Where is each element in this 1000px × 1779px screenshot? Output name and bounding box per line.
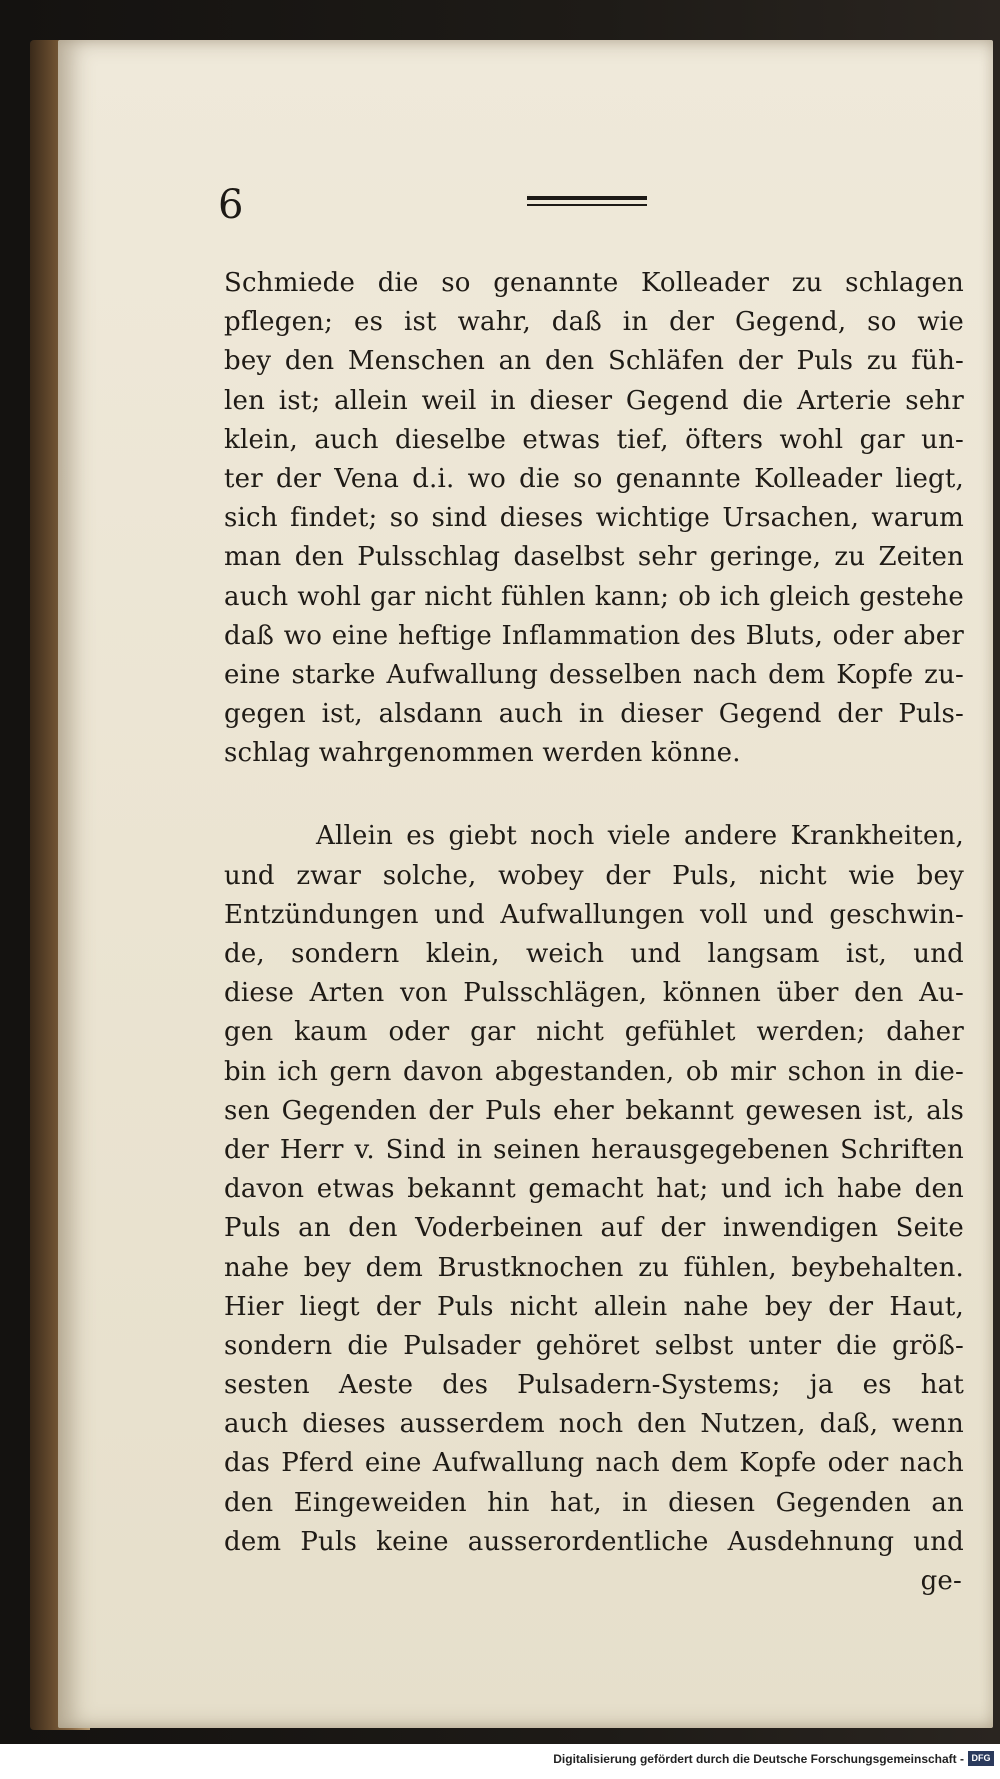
text-line: nahe bey dem Brustknochen zu fühlen, beybehalten. [224,1252,964,1283]
body-text [224,264,964,1601]
dfg-logo-icon: DFG [968,1751,994,1766]
text-line: len ist; allein weil in dieser Gegend die Arterie sehr [224,385,964,416]
header-rule-thin [527,204,647,206]
header-rule-thick [527,196,647,200]
text-line: de, sondern klein, weich und langsam ist, und [224,939,964,969]
text-line: dem Puls keine ausserordentliche Ausdehnung und [224,1526,964,1557]
text-line: und zwar solche, wobey der Puls, nicht wie bey [224,860,964,891]
text-line: diese Arten von Pulsschlägen, können über den Au- [224,978,964,1009]
text-line: sen Gegenden der Puls eher bekannt gewesen ist, als [224,1095,964,1126]
text-line: klein, auch dieselbe etwas tief, öfters wohl gar un- [224,424,964,455]
catchword: ge- [920,1566,962,1596]
text-line: eine starke Aufwallung desselben nach dem Kopfe zu- [224,659,964,690]
paragraph-1 [224,264,964,773]
text-line: der Herr v. Sind in seinen herausgegebenen Schriften [224,1134,964,1165]
text-line: pflegen; es ist wahr, daß in der Gegend, so wie [224,307,964,338]
text-line: Entzündungen und Aufwallungen voll und geschwin- [224,899,964,930]
text-line: ter der Vena d.i. wo die so genannte Kolleader liegt, [224,463,964,494]
text-line: Allein es giebt noch viele andere Krankheiten, [316,821,964,852]
digitization-footer [0,1744,1000,1779]
text-line: daß wo eine heftige Inflammation des Bluts, oder aber [224,620,964,651]
text-line: gen kaum oder gar nicht gefühlet werden; daher [224,1017,964,1048]
paragraph-2 [224,817,964,1562]
text-line: davon etwas bekannt gemacht hat; und ich habe den [224,1174,964,1205]
paragraph-gap [224,773,964,817]
text-line: das Pferd eine Aufwallung nach dem Kopfe oder nach [224,1448,964,1479]
text-line: den Eingeweiden hin hat, in diesen Gegenden an [224,1487,964,1518]
text-line: bin ich gern davon abgestanden, ob mir schon in die- [224,1056,964,1087]
text-line: man den Pulsschlag daselbst sehr geringe, zu Zeiten [224,542,964,573]
text-line: bey den Menschen an den Schläfen der Puls zu füh- [224,346,964,377]
text-line: schlag wahrgenommen werden könne. [224,738,741,769]
text-line: auch dieses ausserdem noch den Nutzen, daß, wenn [224,1409,964,1440]
text-line: sondern die Pulsader gehöret selbst unter die größ- [224,1330,964,1361]
header-rule [527,196,647,210]
page-number: 6 [218,182,244,228]
text-line: sesten Aeste des Pulsadern-Systems; ja es hat [224,1370,964,1401]
text-line: Hier liegt der Puls nicht allein nahe bey der Haut, [224,1291,964,1322]
text-line: Schmiede die so genannte Kolleader zu schlagen [224,268,964,298]
text-line: gegen ist, alsdann auch in dieser Gegend der Puls- [224,699,964,730]
text-line: auch wohl gar nicht fühlen kann; ob ich gleich gestehe [224,581,964,612]
text-line: Puls an den Voderbeinen auf der inwendigen Seite [224,1213,964,1244]
footer-credit: Digitalisierung gefördert durch die Deutsche Forschungsgemeinschaft - [553,1752,964,1766]
text-line: sich findet; so sind dieses wichtige Ursachen, warum [224,503,964,534]
